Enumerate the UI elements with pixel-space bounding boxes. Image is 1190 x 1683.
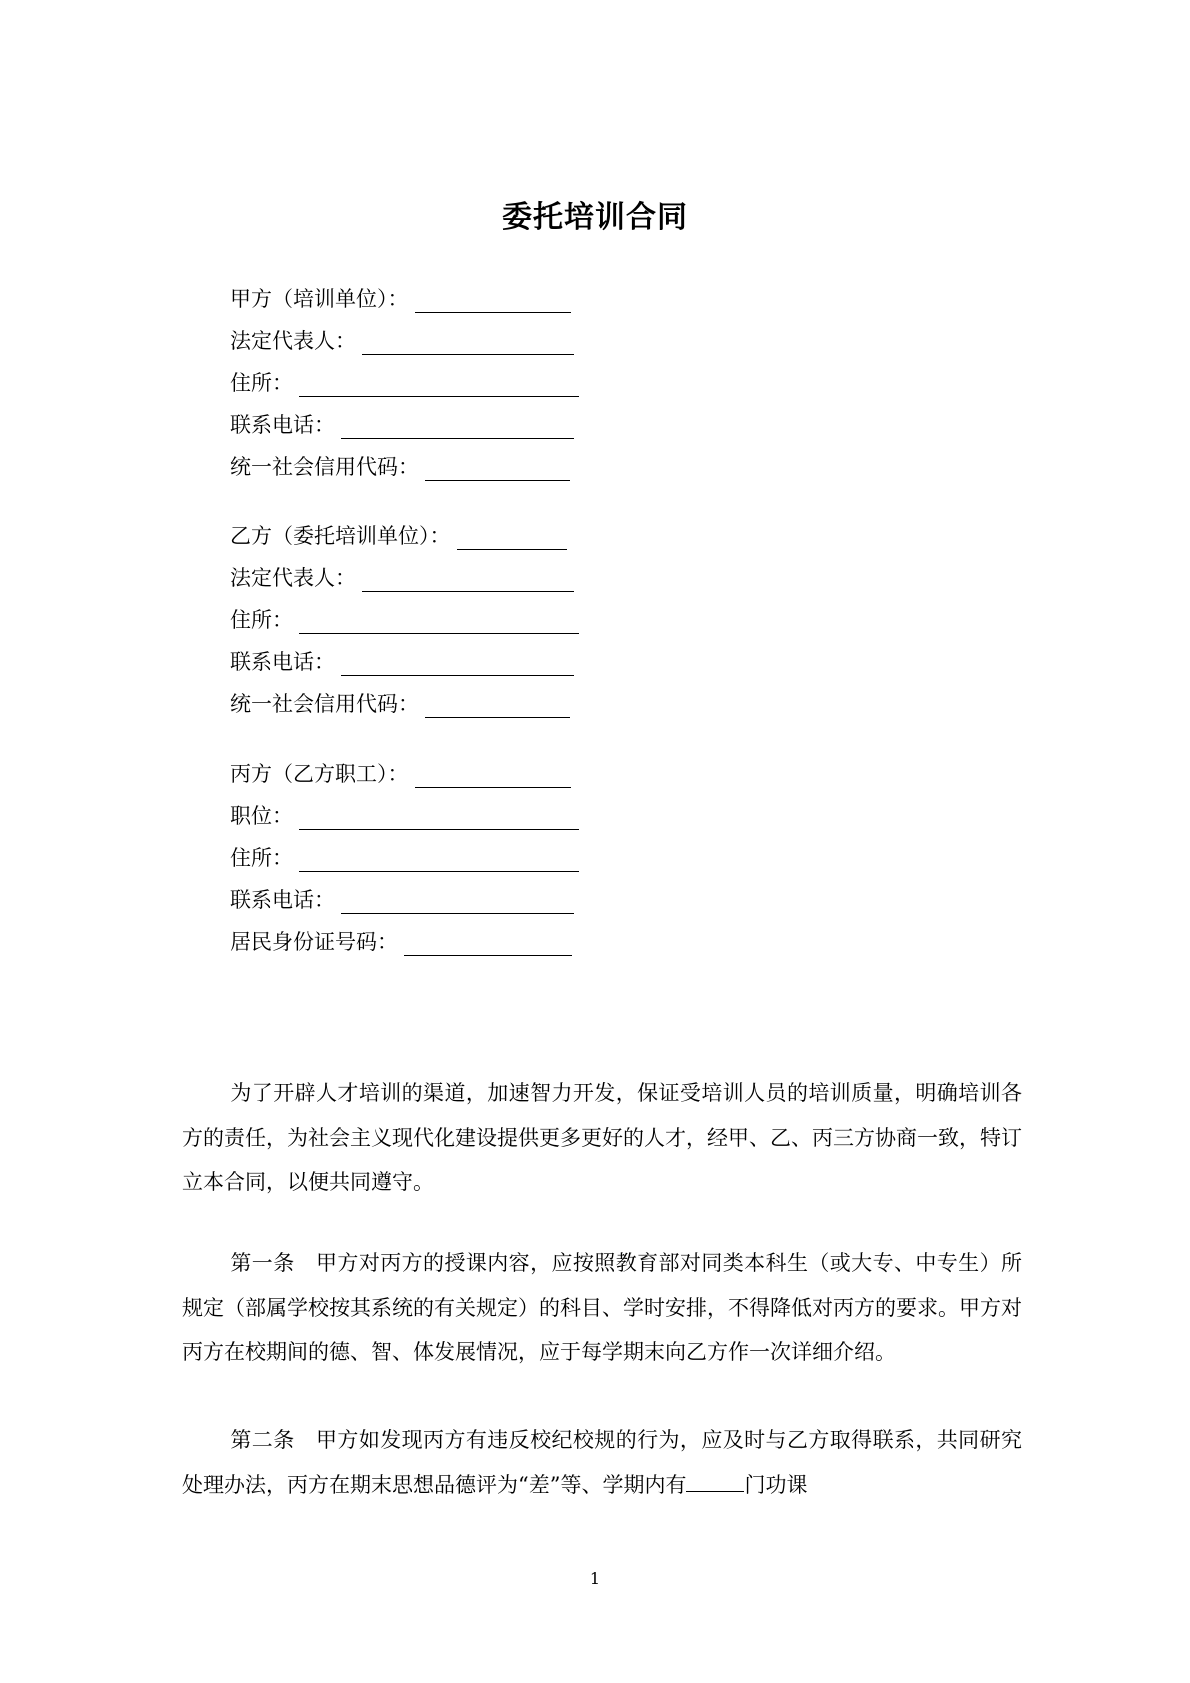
party-c-id-number: 居民身份证号码： <box>230 928 572 956</box>
party-c-id-number-blank[interactable] <box>404 933 572 956</box>
failed-courses-blank[interactable] <box>686 1469 744 1492</box>
party-a-legal-rep: 法定代表人： <box>230 327 574 355</box>
party-b-legal-rep-blank[interactable] <box>362 569 574 592</box>
party-b-name-blank[interactable] <box>457 527 567 550</box>
party-c-address-blank[interactable] <box>299 849 579 872</box>
party-c-phone-blank[interactable] <box>341 891 574 914</box>
party-c-position-blank[interactable] <box>299 807 579 830</box>
party-a-phone: 联系电话： <box>230 411 574 439</box>
party-b-address-blank[interactable] <box>299 611 579 634</box>
party-b-phone-blank[interactable] <box>341 653 574 676</box>
article-2-paragraph: 第二条 甲方如发现丙方有违反校纪校规的行为，应及时与乙方取得联系，共同研究处理办法，丙方在期末思想品德评为“差”等、学期内有 门功课 <box>182 1428 1022 1497</box>
party-a-address: 住所： <box>230 369 579 397</box>
document-title: 委托培训合同 <box>502 200 688 235</box>
party-c-name-blank[interactable] <box>415 765 571 788</box>
party-c-heading: 丙方（乙方职工）： <box>230 760 571 788</box>
party-b-phone: 联系电话： <box>230 648 574 676</box>
party-a-phone-blank[interactable] <box>341 416 574 439</box>
party-a-name-blank[interactable] <box>415 290 571 313</box>
party-b-address: 住所： <box>230 606 579 634</box>
preamble-paragraph: 为了开辟人才培训的渠道，加速智力开发，保证受培训人员的培训质量，明确培训各方的责任，为社会主义现代化建设提供更多更好的人才，经甲、乙、丙三方协商一致，特订立本合同，以便共同遵守。 <box>182 1081 1022 1194</box>
party-a-credit-code-blank[interactable] <box>425 458 570 481</box>
article-1-paragraph: 第一条 甲方对丙方的授课内容，应按照教育部对同类本科生（或大专、中专生）所规定（部属学校按其系统的有关规定）的科目、学时安排，不得降低对丙方的要求。甲方对丙方在校期间的德、智、体发展情况，应于每学期末向乙方作一次详细介绍。 <box>182 1251 1022 1364</box>
party-a-heading: 甲方（培训单位）： <box>230 285 571 313</box>
page-number: 1 <box>589 1569 601 1588</box>
party-b-credit-code-blank[interactable] <box>425 695 570 718</box>
party-a-credit-code: 统一社会信用代码： <box>230 453 570 481</box>
party-b-heading: 乙方（委托培训单位）： <box>230 522 567 550</box>
party-a-address-blank[interactable] <box>299 374 579 397</box>
party-c-address: 住所： <box>230 844 579 872</box>
party-b-legal-rep: 法定代表人： <box>230 564 574 592</box>
party-a-legal-rep-blank[interactable] <box>362 332 574 355</box>
party-c-phone: 联系电话： <box>230 886 574 914</box>
party-c-position: 职位： <box>230 802 579 830</box>
party-b-credit-code: 统一社会信用代码： <box>230 690 570 718</box>
